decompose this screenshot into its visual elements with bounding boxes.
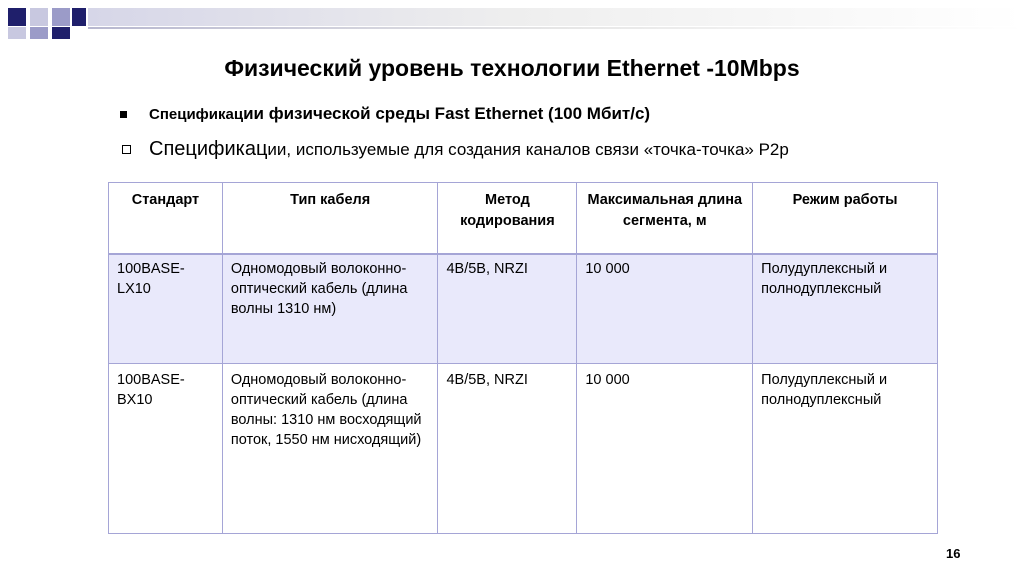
column-header: Максимальная длина сегмента, м <box>577 183 753 255</box>
table-cell: 100BASE-BX10 <box>109 364 223 534</box>
decor-square <box>8 27 26 39</box>
header-decoration <box>0 0 1024 40</box>
table-cell: 4B/5B, NRZI <box>438 254 577 364</box>
table-cell: 10 000 <box>577 364 753 534</box>
table-cell: Полудуплексный и полнодуплексный <box>753 364 938 534</box>
decor-square <box>8 8 26 26</box>
table-header-row <box>109 183 938 255</box>
bullet-1-text: Спецификации физической среды Fast Ethernet (100 Мбит/с) <box>149 104 651 123</box>
table-cell: 4B/5B, NRZI <box>438 364 577 534</box>
slide-title: Физический уровень технологии Ethernet -10Mbps <box>224 55 800 81</box>
table-cell: Одномодовый волоконно-оптический кабель (длина волны 1310 нм) <box>222 254 438 364</box>
column-header: Режим работы <box>753 183 938 255</box>
bullet-2-text: Спецификации, используемые для создания каналов связи «точка-точка» P2p <box>149 138 789 160</box>
header-bar <box>88 8 1024 26</box>
table-cell: Одномодовый волоконно-оптический кабель (длина волны: 1310 нм восходящий поток, 1550 нм нисходящий) <box>222 364 438 534</box>
square-bullet-icon <box>120 111 127 118</box>
header-rule <box>88 27 1024 29</box>
column-header: Стандарт <box>109 183 223 255</box>
decor-square <box>52 27 70 39</box>
column-header: Метод кодирования <box>438 183 577 255</box>
decor-square <box>52 8 70 26</box>
hollow-square-bullet-icon <box>122 145 131 154</box>
spec-table <box>108 182 938 534</box>
decor-square <box>30 27 48 39</box>
table-row <box>109 364 938 534</box>
table-cell: 10 000 <box>577 254 753 364</box>
page-number: 16 <box>946 546 961 561</box>
table-cell: Полудуплексный и полнодуплексный <box>753 254 938 364</box>
table-row <box>109 254 938 364</box>
column-header: Тип кабеля <box>222 183 438 255</box>
decor-square <box>30 8 48 26</box>
table-cell: 100BASE-LX10 <box>109 254 223 364</box>
decor-square <box>72 8 86 26</box>
